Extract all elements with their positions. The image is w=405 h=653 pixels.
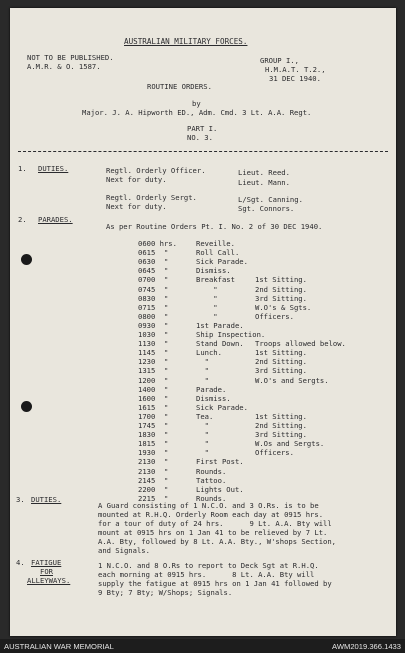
parade-sub: 2nd Sitting. bbox=[255, 357, 307, 367]
fatigue-line: supply the fatigue at 0915 hrs on 1 Jan 41 followed by bbox=[98, 579, 332, 588]
parade-time: 0930 " bbox=[138, 320, 169, 330]
duty-role: Regtl. Orderly Sergt. bbox=[106, 193, 197, 202]
parade-time: 1030 " bbox=[138, 330, 169, 339]
guard-line: for a tour of duty of 24 hrs. 9 Lt. A.A. Bty will bbox=[98, 519, 332, 528]
fatigue-line: 1 N.C.O. and 8 O.Rs to report to Deck Sgt at R.H.Q. bbox=[98, 561, 319, 570]
guard-line: A Guard consisting of 1 N.C.O. and 3 O.Rs. is to be bbox=[98, 501, 319, 510]
fatigue-line: 9 Bty; 7 Bty; W/Shops; Signals. bbox=[98, 588, 233, 597]
parade-sub: Troops allowed below. bbox=[255, 339, 346, 349]
parade-sub: W.Os and Sergts. bbox=[255, 439, 325, 449]
parade-event: Rounds. bbox=[196, 493, 227, 503]
reference-number: A.M.R. & O. 1587. bbox=[27, 62, 101, 71]
parade-time: 0600 hrs. bbox=[138, 239, 177, 248]
header-divider bbox=[18, 151, 388, 152]
parade-event: " bbox=[196, 375, 209, 385]
section-number: 2. bbox=[18, 215, 27, 224]
parade-event: Roll Call. bbox=[196, 248, 240, 258]
parade-event: " bbox=[196, 284, 218, 294]
parade-event: " bbox=[196, 439, 209, 449]
parade-event: " bbox=[196, 311, 218, 321]
parade-sub: Officers. bbox=[255, 448, 294, 458]
parade-event: " bbox=[196, 421, 209, 430]
parade-event: " bbox=[196, 430, 209, 440]
parade-time: 1815 " bbox=[138, 439, 169, 449]
parade-time: 2130 " bbox=[138, 466, 169, 476]
document-page bbox=[10, 8, 396, 636]
parade-time: 1600 " bbox=[138, 393, 169, 403]
parade-event: " bbox=[196, 357, 209, 367]
parade-time: 0700 " bbox=[138, 275, 169, 285]
parade-time: 0800 " bbox=[138, 311, 169, 321]
parade-time: 1145 " bbox=[138, 348, 169, 358]
parade-event: Ship Inspection. bbox=[196, 330, 266, 339]
parade-time: 0645 " bbox=[138, 266, 169, 276]
parade-time: 1700 " bbox=[138, 411, 169, 421]
section-title: DUTIES. bbox=[31, 495, 62, 504]
duty-role: Next for duty. bbox=[106, 202, 167, 211]
parade-time: 1130 " bbox=[138, 339, 169, 349]
archive-id: AWM2019.366.1433 bbox=[332, 642, 401, 651]
parade-event: Tattoo. bbox=[196, 475, 227, 485]
parade-time: 2145 " bbox=[138, 475, 169, 485]
parade-event: Lights Out. bbox=[196, 484, 244, 494]
group-label: GROUP I., bbox=[260, 56, 299, 65]
punch-hole-top bbox=[21, 254, 32, 265]
parade-time: 1230 " bbox=[138, 357, 169, 367]
parade-time: 0745 " bbox=[138, 284, 169, 294]
routine-orders-heading: ROUTINE ORDERS. bbox=[147, 82, 212, 91]
order-date: 31 DEC 1940. bbox=[269, 74, 321, 83]
parade-sub: 1st Sitting. bbox=[255, 348, 307, 358]
parade-time: 1830 " bbox=[138, 430, 169, 440]
parade-event: Stand Down. bbox=[196, 339, 244, 349]
parade-time: 1315 " bbox=[138, 366, 169, 376]
parade-time: 0715 " bbox=[138, 302, 169, 312]
parade-sub: W.O's and Sergts. bbox=[255, 375, 329, 385]
parade-time: 1615 " bbox=[138, 402, 169, 412]
parade-event: " bbox=[196, 302, 218, 312]
parade-event: " bbox=[196, 366, 209, 376]
parade-event: " bbox=[196, 293, 218, 303]
parade-time: 0615 " bbox=[138, 248, 169, 258]
parade-event: 1st Parade. bbox=[196, 320, 244, 330]
parade-event: Sick Parade. bbox=[196, 402, 248, 412]
section-title: FATIGUE bbox=[31, 558, 62, 567]
parade-time: 2130 " bbox=[138, 457, 169, 467]
parade-time: 2215 " bbox=[138, 493, 169, 503]
duty-role: Next for duty. bbox=[106, 175, 167, 184]
parade-event: First Post. bbox=[196, 457, 244, 467]
issuing-officer: Major. J. A. Hipworth ED., Adm. Cmd. 3 Lt. A.A. Regt. bbox=[82, 108, 312, 117]
duty-holder: L/Sgt. Canning. bbox=[238, 195, 303, 204]
parade-event: Dismiss. bbox=[196, 266, 231, 276]
parade-event: Lunch. bbox=[196, 348, 222, 358]
guard-line: mounted at R.H.Q. Orderly Room each day at 0915 hrs. bbox=[98, 510, 324, 519]
order-number: NO. 3. bbox=[187, 133, 213, 142]
punch-hole-bottom bbox=[21, 401, 32, 412]
parade-time: 1200 " bbox=[138, 375, 169, 385]
parade-event: Tea. bbox=[196, 411, 214, 421]
guard-line: A.A. Bty, followed by 8 Lt. A.A. Bty., W'shops Section, bbox=[98, 537, 336, 546]
parade-event: Dismiss. bbox=[196, 393, 231, 403]
parade-event: Sick Parade. bbox=[196, 257, 248, 267]
duty-holder: Sgt. Connors. bbox=[238, 204, 295, 213]
parade-sub: 2nd Sitting. bbox=[255, 421, 307, 430]
section-number: 3. bbox=[16, 495, 25, 504]
section-title: PARADES. bbox=[38, 215, 73, 224]
parade-time: 1745 " bbox=[138, 421, 169, 430]
document-title: AUSTRALIAN MILITARY FORCES. bbox=[124, 37, 248, 46]
archive-footer bbox=[0, 639, 405, 653]
parade-time: 1400 " bbox=[138, 384, 169, 394]
fatigue-line: each morning at 0915 hrs. 8 Lt. A.A. Bty will bbox=[98, 570, 315, 579]
part-number: PART I. bbox=[187, 124, 218, 133]
parade-sub: Officers. bbox=[255, 311, 294, 321]
section-number: 4. bbox=[16, 558, 25, 567]
parade-sub: 1st Sitting. bbox=[255, 275, 307, 285]
parade-sub: 3rd Sitting. bbox=[255, 293, 307, 303]
section-title: ALLEYWAYS. bbox=[27, 576, 71, 585]
guard-line: and Signals. bbox=[98, 546, 150, 555]
parade-event: Rounds. bbox=[196, 466, 227, 476]
duty-holder: Lieut. Mann. bbox=[238, 178, 290, 187]
parade-sub: W.O's & Sgts. bbox=[255, 302, 312, 312]
duty-holder: Lieut. Reed. bbox=[238, 168, 290, 177]
parade-sub: 2nd Sitting. bbox=[255, 284, 307, 294]
archive-source: AUSTRALIAN WAR MEMORIAL bbox=[4, 642, 114, 651]
section-title: FOR bbox=[40, 567, 53, 576]
ship-label: H.M.A.T. T.2., bbox=[265, 65, 326, 74]
parade-event: Breakfast bbox=[196, 275, 235, 285]
parade-event: " bbox=[196, 448, 209, 458]
section-title: DUTIES. bbox=[38, 164, 69, 173]
section-number: 1. bbox=[18, 164, 27, 173]
parade-sub: 1st Sitting. bbox=[255, 411, 307, 421]
parade-time: 0630 " bbox=[138, 257, 169, 267]
by-label: by bbox=[192, 99, 201, 108]
parade-sub: 3rd Sitting. bbox=[255, 430, 307, 440]
parade-time: 1930 " bbox=[138, 448, 169, 458]
guard-line: mount at 0915 hrs on 1 Jan 41 to be relieved by 7 Lt. bbox=[98, 528, 328, 537]
duty-role: Regtl. Orderly Officer. bbox=[106, 166, 206, 175]
parade-event: Parade. bbox=[196, 384, 227, 394]
parade-event: Reveille. bbox=[196, 239, 235, 248]
parade-time: 2200 " bbox=[138, 484, 169, 494]
parade-time: 0830 " bbox=[138, 293, 169, 303]
parades-intro: As per Routine Orders Pt. I. No. 2 of 30 DEC 1940. bbox=[106, 222, 323, 231]
parade-sub: 3rd Sitting. bbox=[255, 366, 307, 376]
restriction-notice: NOT TO BE PUBLISHED. bbox=[27, 53, 114, 62]
